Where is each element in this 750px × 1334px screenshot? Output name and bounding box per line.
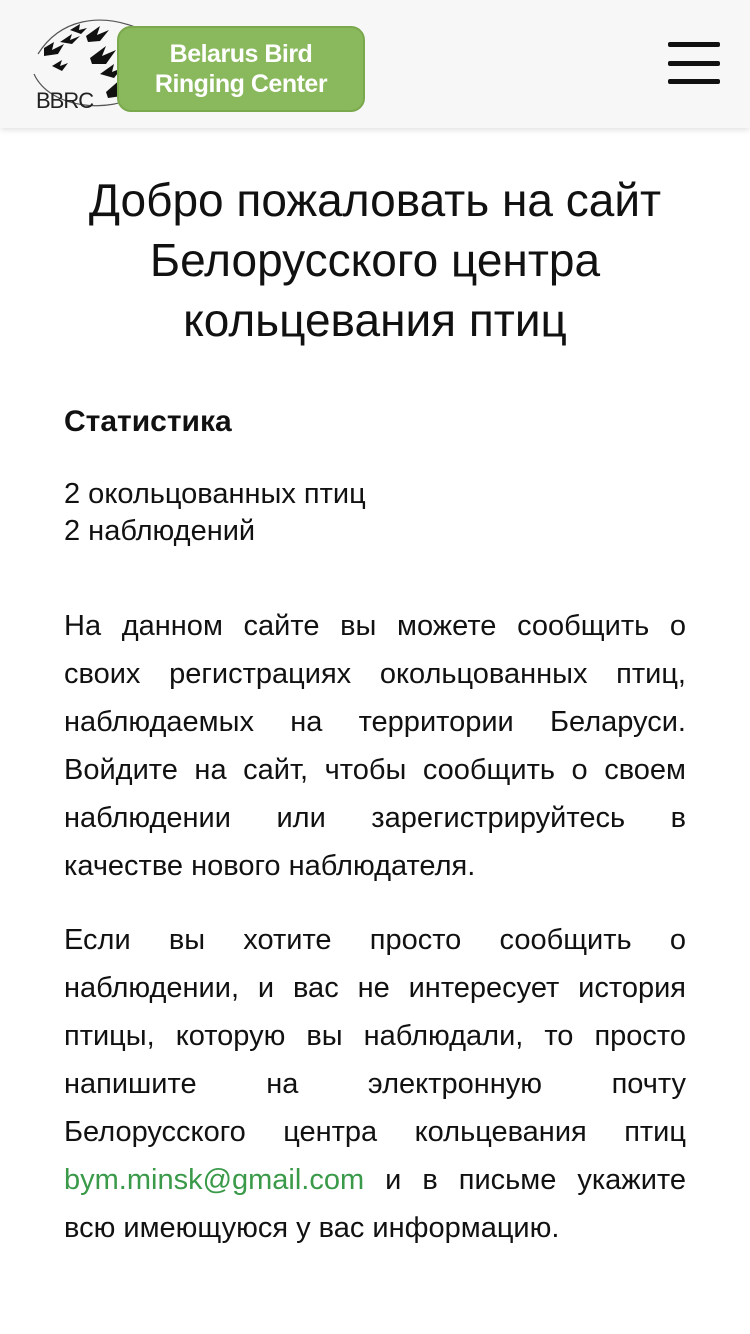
stats-observations: 2 наблюдений: [64, 515, 256, 547]
menu-bar: [668, 79, 720, 84]
intro-paragraph: На данном сайте вы можете сообщить о своих регистрациях окольцованных птиц, наблюдаемых на территории Беларуси. Войдите на сайт, чтобы сообщить о своем наблюдении или зарегистрируйтесь в качестве нового наблюдателя.: [64, 610, 686, 882]
main-content: [64, 170, 686, 1252]
menu-bar: [668, 61, 720, 66]
logo-abbreviation: BBRC: [36, 88, 94, 113]
logo-badge: [117, 26, 365, 112]
page-title: Добро пожаловать на сайт Белорусского центра кольцевания птиц: [88, 174, 662, 346]
logo-line-2: Ringing Center: [154, 70, 328, 98]
stats-ringed-birds: 2 окольцованных птиц: [64, 478, 366, 510]
stats-heading: Статистика: [64, 405, 232, 438]
stats-block: [64, 476, 686, 550]
hamburger-menu-icon[interactable]: [668, 42, 720, 84]
site-logo[interactable]: [30, 14, 370, 114]
site-header: [0, 0, 750, 128]
menu-bar: [668, 42, 720, 47]
email-paragraph-text-end: и в письме укажите всю имеющуюся у вас информацию.: [64, 1164, 686, 1244]
logo-line-1: Belarus Bird: [169, 40, 313, 68]
email-link[interactable]: bym.minsk@gmail.com: [64, 1164, 365, 1196]
email-paragraph-text: Если вы хотите просто сообщить о наблюдении, и вас не интересует история птицы, которую вы наблюдали, то просто напишите на электронную почту Белорусского центра кольцевания птиц: [64, 924, 686, 1148]
email-paragraph: [64, 916, 686, 1252]
